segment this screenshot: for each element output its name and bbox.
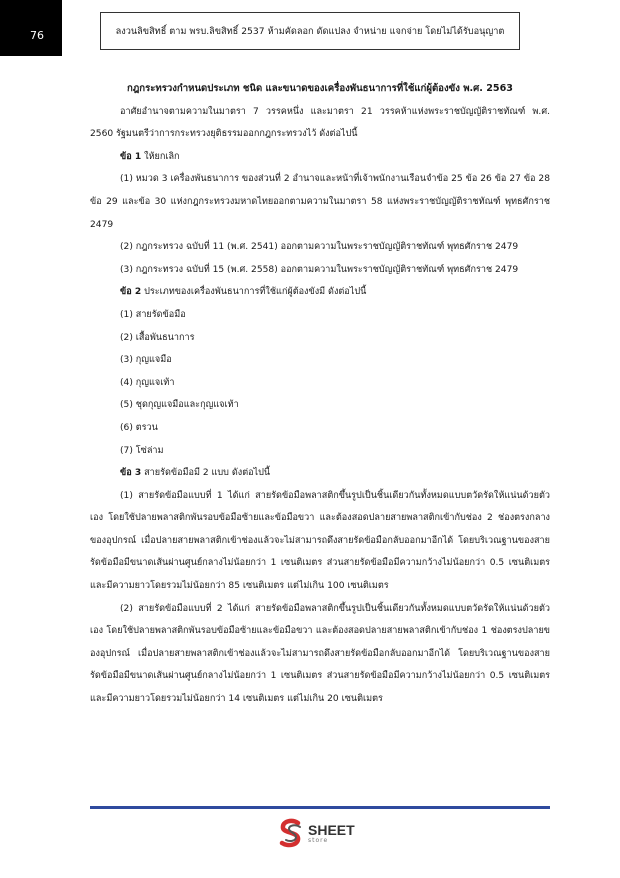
list-item: (2) สายรัดข้อมือแบบที่ 2 ได้แก่ สายรัดข้อมือพลาสติกขึ้นรูปเป็นชิ้นเดียวกันทั้งหมดแบบตวัดรัดให้แน่นด้วยตัวเอง โดยใช้ปลายพลาสติกพันรอบข้อมือซ้ายและข้อมือขวา และต้องสอดปลายสายพลาสติกเข้ากับช่อง 1 ช่องตรงปลายของอุปกรณ์ เมื่อปลายสายพลาสติกเข้าช่องแล้วจะไม่สามารถดึงสายรัดข้อมือกลับออกมาอีกได้ โดยบริเวณฐานของสายรัดข้อมือมีขนาดเส้นผ่านศูนย์กลางไม่น้อยกว่า 1 เซนติเมตร ส่วนสายรัดข้อมือมีความกว้างไม่น้อยกว่า 0.5 เซนติเมตร และมีความยาวโดยรวมไม่น้อยกว่า 14 เซนติเมตร แต่ไม่เกิน 20 เซนติเมตร: [90, 603, 550, 705]
footer-divider: [90, 806, 550, 809]
clause-heading-text: สายรัดข้อมือมี 2 แบบ ดังต่อไปนี้: [144, 468, 271, 479]
page-number-tab: [0, 0, 62, 56]
copyright-text: ลงวนลิขสิทธิ์ ตาม พรบ.ลิขสิทธิ์ 2537 ห้ามคัดลอก ดัดแปลง จำหน่าย แจกจ่าย โดยไม่ได้รับอนุญาต: [115, 25, 505, 37]
clause-2-heading: [90, 281, 550, 304]
sheet-store-logo: [278, 816, 355, 850]
list-item: (1) สายรัดข้อมือ: [120, 309, 186, 320]
clause-label: ข้อ 1: [120, 151, 142, 162]
clause-label: ข้อ 2: [120, 287, 142, 298]
list-item: (3) กุญแจมือ: [120, 355, 172, 366]
list-item: (5) ชุดกุญแจมือและกุญแจเท้า: [120, 400, 239, 411]
list-item: (2) กฎกระทรวง ฉบับที่ 11 (พ.ศ. 2541) ออกตามความในพระราชบัญญัติราชทัณฑ์ พุทธศักราช 2479: [120, 242, 519, 253]
clause-heading-text: ให้ยกเลิก: [144, 151, 180, 162]
logo-name: SHEET: [308, 821, 355, 838]
list-item: (3) กฎกระทรวง ฉบับที่ 15 (พ.ศ. 2558) ออกตามความในพระราชบัญญัติราชทัณฑ์ พุทธศักราช 2479: [120, 264, 519, 275]
list-item: (7) โซ่ล่าม: [120, 445, 164, 456]
list-item: (1) หมวด 3 เครื่องพันธนาการ ของส่วนที่ 2 อำนาจและหน้าที่เจ้าพนักงานเรือนจำข้อ 25 ข้อ 26 ข้อ 27 ข้อ 28 ข้อ 29 และข้อ 30 แห่งกฎกระทรวงมหาดไทยออกตามความในมาตรา 58 แห่งพระราชบัญญัติราชทัณฑ์ พุทธศักราช 2479: [90, 174, 550, 230]
clause-1-heading: [90, 146, 550, 169]
clause-3-heading: [90, 462, 550, 485]
logo-subtitle: store: [308, 836, 329, 844]
list-item: (6) ตรวน: [120, 422, 158, 433]
list-item: (2) เสื้อพันธนาการ: [120, 332, 195, 343]
document-body: [90, 78, 550, 711]
page-number: 76: [30, 29, 44, 42]
clause-heading-text: ประเภทของเครื่องพันธนาการที่ใช้แก่ผู้ต้องขังมี ดังต่อไปนี้: [144, 287, 367, 298]
list-item: (4) กุญแจเท้า: [120, 377, 175, 388]
document-title: กฎกระทรวงกำหนดประเภท ชนิด และขนาดของเครื่องพันธนาการที่ใช้แก่ผู้ต้องขัง พ.ศ. 2563: [127, 83, 513, 94]
preamble: อาศัยอำนาจตามความในมาตรา 7 วรรคหนึ่ง และมาตรา 21 วรรคห้าแห่งพระราชบัญญัติราชทัณฑ์ พ.ศ. 2560 รัฐมนตรีว่าการกระทรวงยุติธรรมออกกฎกระทรวงไว้ ดังต่อไปนี้: [90, 106, 550, 140]
list-item: (1) สายรัดข้อมือแบบที่ 1 ได้แก่ สายรัดข้อมือพลาสติกขึ้นรูปเป็นชิ้นเดียวกันทั้งหมดแบบตวัดรัดให้แน่นด้วยตัวเอง โดยใช้ปลายพลาสติกพันรอบข้อมือซ้ายและข้อมือขวา และต้องสอดปลายสายพลาสติกเข้ากับช่อง 2 ช่องตรงกลางของอุปกรณ์ เมื่อปลายสายพลาสติกเข้าช่องแล้วจะไม่สามารถดึงสายรัดข้อมือกลับออกมาอีกได้ โดยบริเวณฐานของสายรัดข้อมือมีขนาดเส้นผ่านศูนย์กลางไม่น้อยกว่า 1 เซนติเมตร ส่วนสายรัดข้อมือมีความกว้างไม่น้อยกว่า 0.5 เซนติเมตร และมีความยาวโดยรวมไม่น้อยกว่า 85 เซนติเมตร แต่ไม่เกิน 100 เซนติเมตร: [90, 490, 550, 592]
sheet-logo-icon: [278, 818, 304, 848]
copyright-banner: [100, 12, 520, 50]
clause-label: ข้อ 3: [120, 468, 142, 479]
